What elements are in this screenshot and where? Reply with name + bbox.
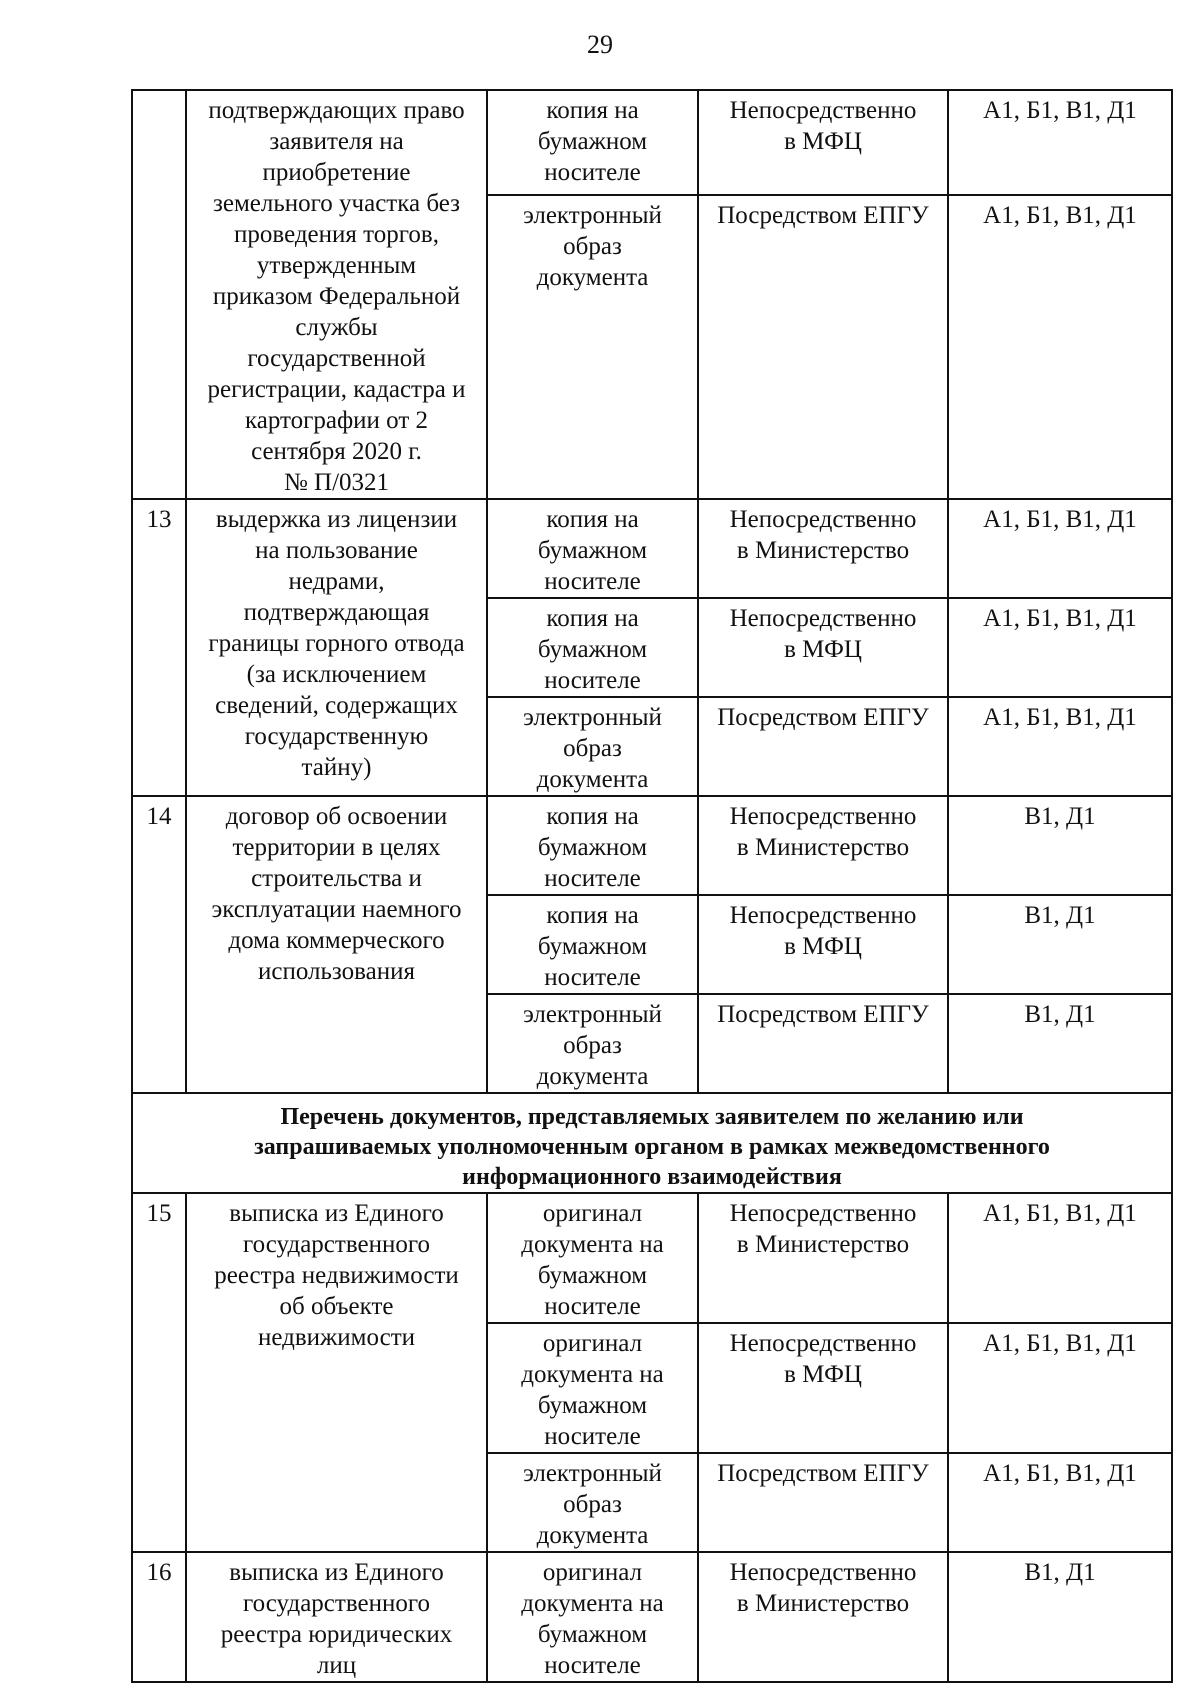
applicant-categories-cell: А1, Б1, В1, Д1: [948, 697, 1172, 796]
table-row: [132, 796, 1172, 895]
submission-method-cell: Посредством ЕПГУ: [698, 697, 948, 796]
applicant-categories-cell: А1, Б1, В1, Д1: [948, 1453, 1172, 1552]
document-form-cell: электронный образ документа: [487, 994, 698, 1093]
applicant-categories-cell: В1, Д1: [948, 994, 1172, 1093]
document-form-cell: электронный образ документа: [487, 1453, 698, 1552]
row-number-cell: 13: [132, 499, 186, 796]
submission-method-cell: Посредством ЕПГУ: [698, 195, 948, 499]
table-row: [132, 1552, 1172, 1682]
table-row: [132, 90, 1172, 195]
submission-method-cell: Посредством ЕПГУ: [698, 1453, 948, 1552]
applicant-categories-cell: В1, Д1: [948, 796, 1172, 895]
section-header-row: [132, 1093, 1172, 1193]
section-header: Перечень документов, представляемых заявителем по желанию или запрашиваемых уполномоченным органом в рамках межведомственного информационного взаимодействия: [132, 1093, 1172, 1193]
applicant-categories-cell: А1, Б1, В1, Д1: [948, 195, 1172, 499]
document-form-cell: копия на бумажном носителе: [487, 499, 698, 598]
row-number-cell: 16: [132, 1552, 186, 1682]
applicant-categories-cell: В1, Д1: [948, 1552, 1172, 1682]
applicant-categories-cell: А1, Б1, В1, Д1: [948, 598, 1172, 697]
submission-method-cell: Непосредственно в Министерство: [698, 499, 948, 598]
document-name-cell: выписка из Единого государственного реестра юридических лиц: [186, 1552, 487, 1682]
document-form-cell: электронный образ документа: [487, 195, 698, 499]
document-name-cell: выписка из Единого государственного реестра недвижимости об объекте недвижимости: [186, 1193, 487, 1552]
submission-method-cell: Непосредственно в МФЦ: [698, 1323, 948, 1453]
document-form-cell: оригинал документа на бумажном носителе: [487, 1193, 698, 1323]
document-name-cell: подтверждающих право заявителя на приобретение земельного участка без проведения торгов, утвержденным приказом Федеральной службы государственной регистрации, кадастра и картографии от 2 сентября 2020 г. № П/0321: [186, 90, 487, 499]
document-form-cell: оригинал документа на бумажном носителе: [487, 1323, 698, 1453]
row-number-cell: 14: [132, 796, 186, 1093]
submission-method-cell: Непосредственно в МФЦ: [698, 598, 948, 697]
document-form-cell: копия на бумажном носителе: [487, 598, 698, 697]
document-form-cell: оригинал документа на бумажном носителе: [487, 1552, 698, 1682]
row-number-cell: [132, 90, 186, 499]
submission-method-cell: Непосредственно в Министерство: [698, 796, 948, 895]
submission-method-cell: Посредством ЕПГУ: [698, 994, 948, 1093]
document-name-cell: договор об освоении территории в целях строительства и эксплуатации наемного дома коммерческого использования: [186, 796, 487, 1093]
submission-method-cell: Непосредственно в МФЦ: [698, 90, 948, 195]
table-row: [132, 1193, 1172, 1323]
document-name-cell: выдержка из лицензии на пользование недрами, подтверждающая границы горного отвода (за исключением сведений, содержащих государственную тайну): [186, 499, 487, 796]
applicant-categories-cell: В1, Д1: [948, 895, 1172, 994]
document-form-cell: копия на бумажном носителе: [487, 895, 698, 994]
document-form-cell: копия на бумажном носителе: [487, 90, 698, 195]
submission-method-cell: Непосредственно в Министерство: [698, 1552, 948, 1682]
page-number: 29: [587, 30, 613, 59]
submission-method-cell: Непосредственно в МФЦ: [698, 895, 948, 994]
applicant-categories-cell: А1, Б1, В1, Д1: [948, 1323, 1172, 1453]
applicant-categories-cell: А1, Б1, В1, Д1: [948, 499, 1172, 598]
row-number-cell: 15: [132, 1193, 186, 1552]
document-form-cell: копия на бумажном носителе: [487, 796, 698, 895]
table-row: [132, 499, 1172, 598]
applicant-categories-cell: А1, Б1, В1, Д1: [948, 90, 1172, 195]
applicant-categories-cell: А1, Б1, В1, Д1: [948, 1193, 1172, 1323]
submission-method-cell: Непосредственно в Министерство: [698, 1193, 948, 1323]
document-form-cell: электронный образ документа: [487, 697, 698, 796]
documents-table: [131, 89, 1173, 1683]
